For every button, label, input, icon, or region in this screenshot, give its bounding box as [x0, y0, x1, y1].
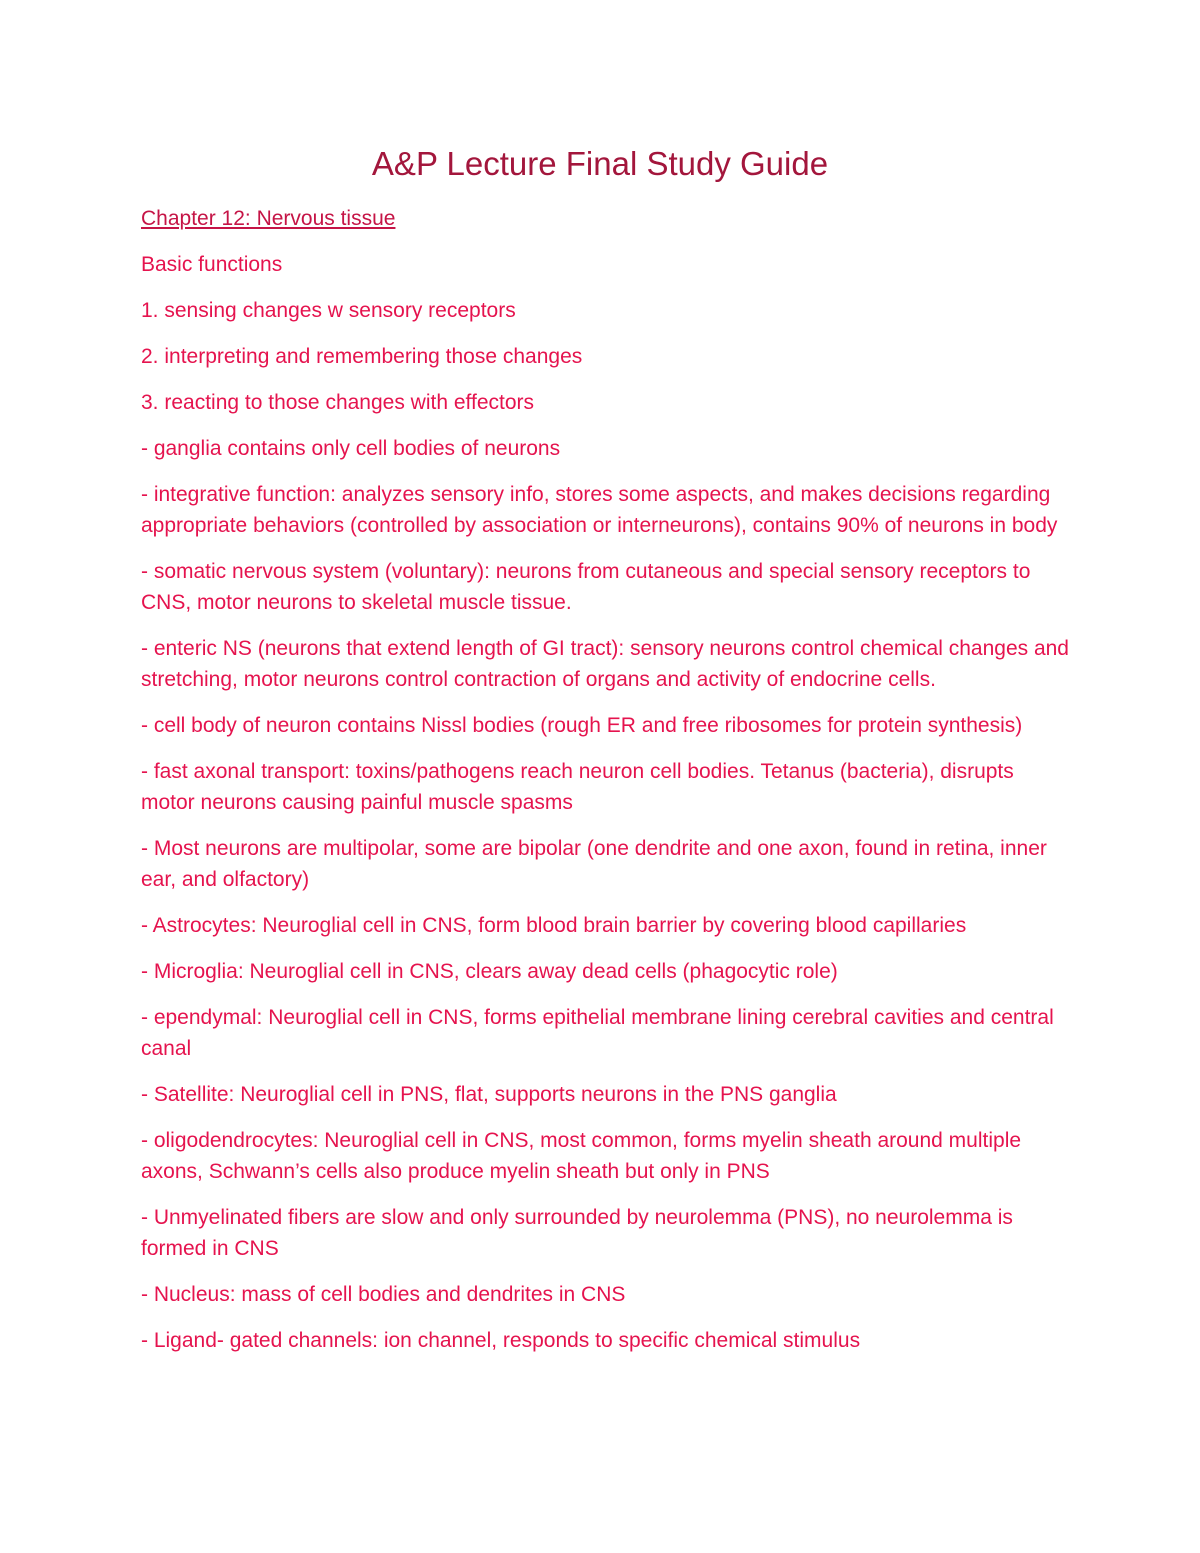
note-item: - Microglia: Neuroglial cell in CNS, clears away dead cells (phagocytic role): [141, 960, 838, 983]
note-item: - ependymal: Neuroglial cell in CNS, forms epithelial membrane lining cerebral cavities and central canal: [141, 1006, 1054, 1060]
note-item: - enteric NS (neurons that extend length of GI tract): sensory neurons control chemical changes and stretching, motor neurons control contraction of organs and activity of endocrine cells.: [141, 637, 1069, 691]
note-item: - Most neurons are multipolar, some are bipolar (one dendrite and one axon, found in retina, inner ear, and olfactory): [141, 837, 1047, 891]
numbered-item: 1. sensing changes w sensory receptors: [141, 299, 516, 322]
page-title: A&P Lecture Final Study Guide: [371, 145, 829, 182]
chapter-heading: Chapter 12: Nervous tissue: [141, 207, 396, 230]
note-item: - somatic nervous system (voluntary): neurons from cutaneous and special sensory receptors to CNS, motor neurons to skeletal muscle tissue.: [141, 560, 1031, 614]
numbered-item: 2. interpreting and remembering those changes: [141, 345, 583, 368]
note-item: - Satellite: Neuroglial cell in PNS, flat, supports neurons in the PNS ganglia: [141, 1083, 837, 1106]
section-heading: Basic functions: [141, 253, 283, 276]
note-item: - oligodendrocytes: Neuroglial cell in CNS, most common, forms myelin sheath around multiple axons, Schwann’s cells also produce myelin sheath but only in PNS: [141, 1129, 1022, 1183]
note-item: - integrative function: analyzes sensory info, stores some aspects, and makes decisions regarding appropriate behaviors (controlled by association or interneurons), contains 90% of neurons in body: [141, 483, 1058, 537]
note-item: - Astrocytes: Neuroglial cell in CNS, form blood brain barrier by covering blood capillaries: [141, 914, 967, 937]
note-item: - ganglia contains only cell bodies of neurons: [141, 437, 561, 460]
note-item: - fast axonal transport: toxins/pathogens reach neuron cell bodies. Tetanus (bacteria), disrupts motor neurons causing painful muscle spasms: [141, 760, 1014, 814]
document-body: [141, 203, 1071, 1371]
note-item: - Unmyelinated fibers are slow and only surrounded by neurolemma (PNS), no neurolemma is formed in CNS: [141, 1206, 1013, 1260]
note-item: - cell body of neuron contains Nissl bodies (rough ER and free ribosomes for protein synthesis): [141, 714, 1023, 737]
numbered-item: 3. reacting to those changes with effectors: [141, 391, 535, 414]
note-item: - Ligand- gated channels: ion channel, responds to specific chemical stimulus: [141, 1329, 861, 1352]
note-item: - Nucleus: mass of cell bodies and dendrites in CNS: [141, 1283, 626, 1306]
